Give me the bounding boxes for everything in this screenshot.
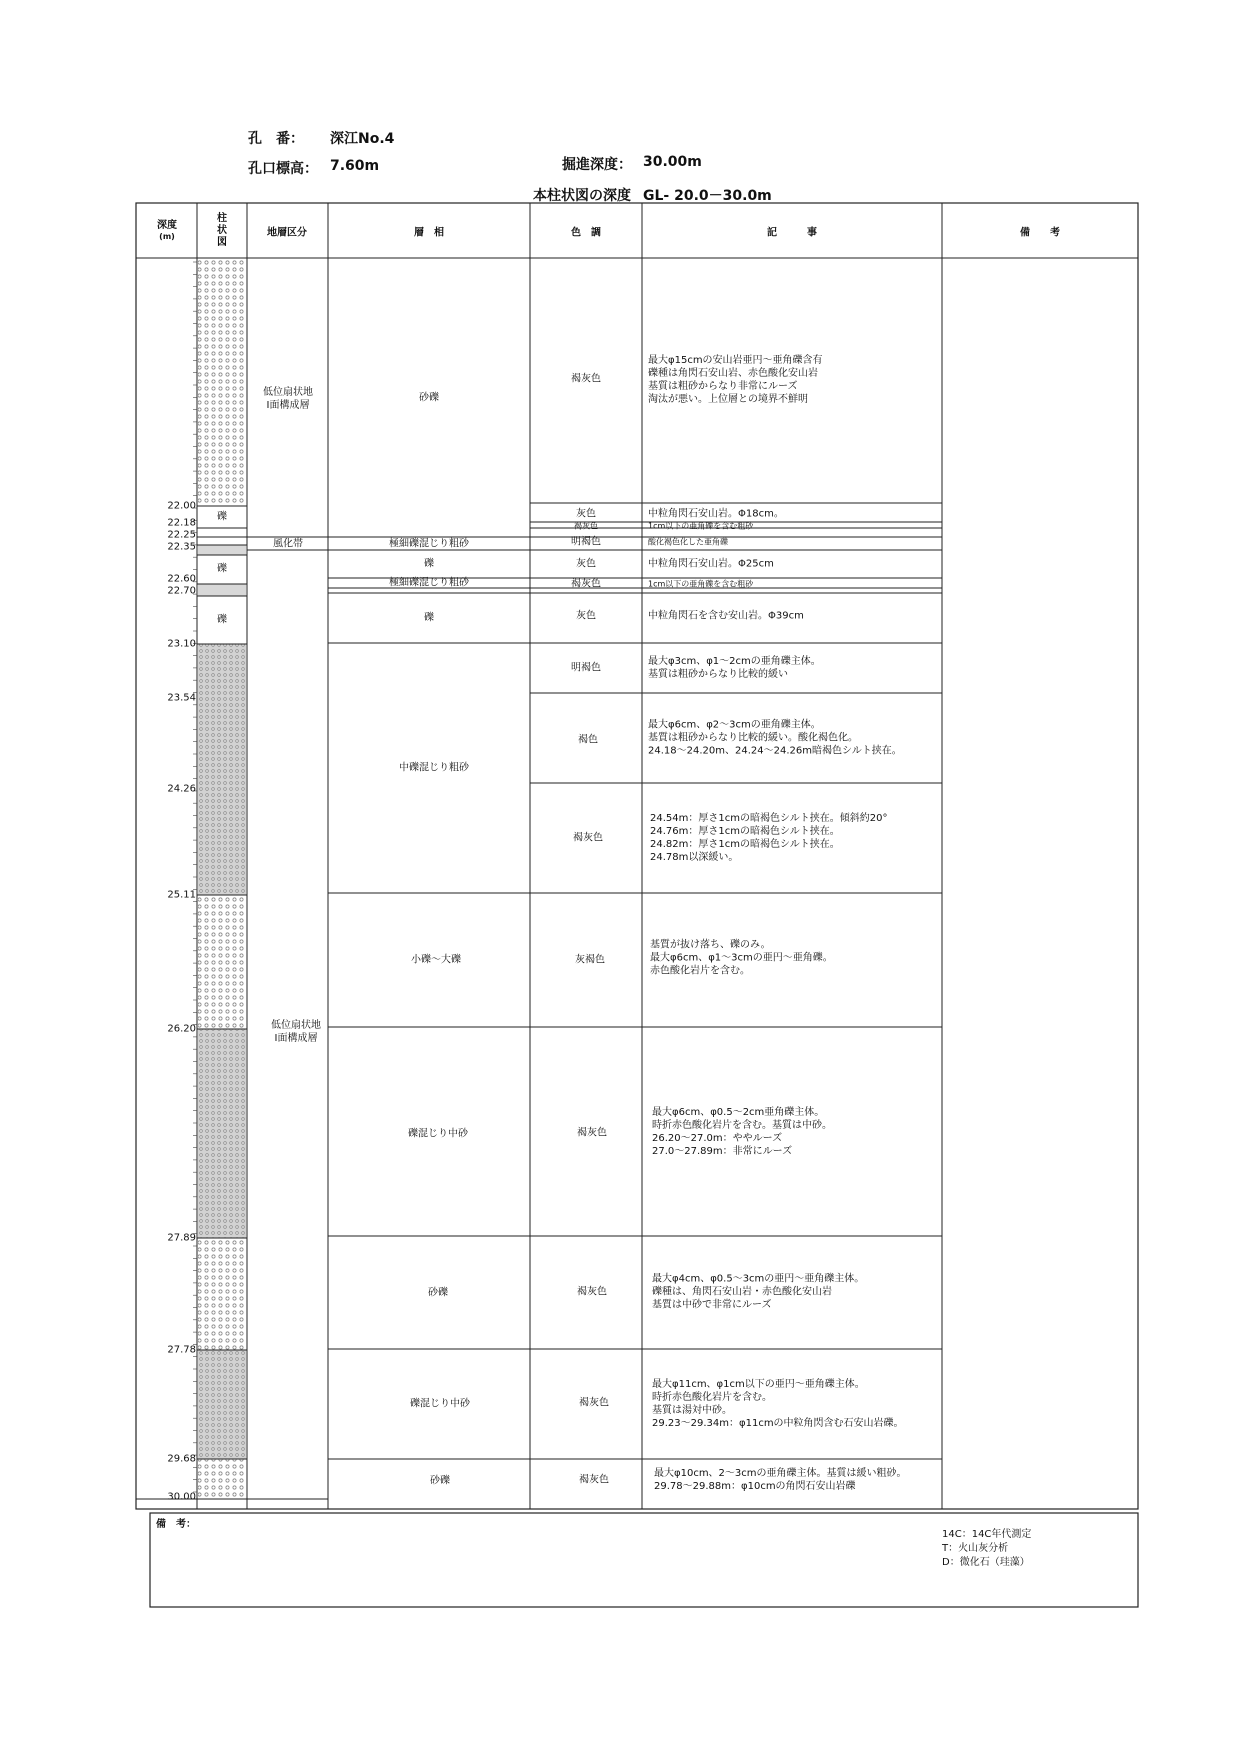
facies-label: 中礫混じり粗砂 (399, 762, 469, 774)
depth-label: 22.70 (167, 585, 196, 597)
drilling-depth-value: 30.00m (643, 154, 702, 170)
column-fill-gravel-3 (198, 1238, 246, 1350)
facies-label: 砂礫 (430, 1475, 450, 1487)
description-text: 最大φ6cm、φ2～3cmの亜角礫主体。 基質は粗砂からなり比較的緩い。酸化褐色化。 24.18～24.20m、24.24～24.26m暗褐色シルト挟在。 (648, 719, 902, 757)
description-text: 酸化褐色化した亜角礫 (648, 537, 728, 547)
facies-label: 砂礫 (428, 1287, 448, 1299)
facies-boundaries (328, 537, 530, 1459)
depth-label: 26.20 (167, 1023, 196, 1035)
column-fill-weathered (198, 545, 246, 555)
facies-label: 極細礫混じり粗砂 (389, 538, 469, 550)
header-remarks: 備 考 (1020, 227, 1060, 239)
header-column-chart: 柱状図 (217, 213, 227, 248)
depth-label: 23.54 (167, 692, 196, 704)
depth-label: 29.68 (167, 1453, 196, 1465)
description-text: 最大φ10cm、2～3cmの亜角礫主体。基質は緩い粗砂。 29.78～29.88m：φ10cmの角閃石安山岩礫 (654, 1468, 907, 1492)
column-fill-gravel-2 (198, 895, 246, 1029)
depth-label: 30.00 (167, 1491, 196, 1503)
column-fill-gravel-4 (198, 1459, 246, 1499)
description-text: 中粒角閃石安山岩。Φ18cm。 (648, 508, 784, 520)
color-label: 褐灰色 (573, 832, 603, 844)
description-boundaries (530, 503, 942, 1459)
facies-label: 砂礫 (419, 392, 439, 404)
legend-item: T：火山灰分析 (942, 1543, 1009, 1554)
description-text: 最大φ11cm、φ1cm以下の亜円～亜角礫主体。 時折赤色酸化岩片を含む。 基質は湯対中砂。 29.23～29.34m：φ11cmの中粒角閃含む石安山岩礫。 (652, 1379, 904, 1429)
color-label: 褐灰色 (579, 1397, 609, 1409)
facies-label: 礫混じり中砂 (410, 1398, 470, 1410)
facies-label: 小礫～大礫 (411, 954, 461, 966)
description-text: 最大φ6cm、φ0.5～2cm亜角礫主体。 時折赤色酸化岩片を含む。基質は中砂。 26.20～27.0m：ややルーズ 27.0～27.89m：非常にルーズ (652, 1107, 832, 1157)
depth-label: 22.35 (167, 541, 196, 553)
hole-number-label: 孔 番： (248, 131, 304, 147)
hole-number-value: 深江No.4 (330, 131, 395, 147)
depth-label: 23.10 (167, 638, 196, 650)
description-text: 中粒角閃石を含む安山岩。Φ39cm (648, 610, 804, 622)
column-fill-thin-1 (198, 528, 246, 537)
column-symbol: 礫 (217, 511, 227, 523)
header-depth-text: 深度 (157, 220, 177, 231)
stratum-label: 低位扇状地 Ⅰ面構成層 (271, 1020, 321, 1044)
color-label: 褐灰色 (571, 578, 601, 590)
depth-axis-ticks (193, 262, 197, 1492)
header-description: 記 事 (767, 227, 817, 239)
header-depth (157, 220, 177, 242)
color-label: 褐灰色 (574, 521, 598, 531)
depth-label: 24.26 (167, 783, 196, 795)
description-text: 基質が抜け落ち、礫のみ。 最大φ6cm、φ1～3cmの亜円～亜角礫。 赤色酸化岩片を含む。 (650, 939, 833, 977)
header-facies: 層 相 (414, 227, 444, 239)
color-label: 褐色 (578, 734, 598, 746)
elevation-value: 7.60m (330, 158, 380, 174)
depth-label: 25.11 (167, 889, 196, 901)
depth-label: 27.89 (167, 1232, 196, 1244)
color-label: 褐灰色 (579, 1474, 609, 1486)
facies-label: 礫混じり中砂 (408, 1128, 468, 1140)
range-value: GL- 20.0－30.0m (643, 188, 772, 204)
header-color: 色 調 (571, 227, 601, 239)
facies-label: 極細礫混じり粗砂 (389, 577, 469, 589)
description-text: 最大φ15cmの安山岩亜円～亜角礫含有 礫種は角閃石安山岩、赤色酸化安山岩 基質は粗砂からなり非常にルーズ 淘汰が悪い。上位層との境界不鮮明 (648, 355, 823, 405)
depth-label: 22.60 (167, 573, 196, 585)
color-label: 明褐色 (571, 536, 601, 548)
header-depth-unit: (m) (159, 232, 175, 241)
column-symbol: 礫 (217, 563, 227, 575)
stratum-label: 風化帯 (273, 538, 303, 550)
column-fill-gravel-1 (198, 259, 246, 506)
legend-item: D：微化石（珪藻） (942, 1557, 1030, 1568)
description-text: 最大φ4cm、φ0.5～3cmの亜円～亜角礫主体。 礫種は、角閃石安山岩・赤色酸化安山岩 基質は中砂で非常にルーズ (652, 1273, 865, 1311)
header-stratum: 地層区分 (267, 227, 307, 239)
description-text: 1cm以下の亜角礫を含む粗砂 (648, 521, 754, 531)
column-fill-medium-sand-2 (198, 1350, 246, 1459)
depth-label: 22.25 (167, 529, 196, 541)
color-label: 灰色 (576, 508, 596, 520)
footer-remarks-label: 備 考： (156, 1519, 196, 1530)
column-fill-sand-thin (198, 584, 246, 596)
legend-item: 14C：14C年代測定 (942, 1529, 1032, 1540)
stratum-label: 低位扇状地 Ⅰ面構成層 (263, 387, 313, 411)
column-fill-medium-sand-1 (198, 1029, 246, 1238)
color-label: 褐灰色 (577, 1127, 607, 1139)
facies-label: 礫 (424, 612, 434, 624)
facies-label: 礫 (424, 558, 434, 570)
color-label: 褐灰色 (571, 373, 601, 385)
drilling-depth-label: 掘進深度： (562, 157, 632, 173)
color-label: 灰褐色 (575, 954, 605, 966)
elevation-label: 孔口標高： (248, 161, 318, 177)
description-text: 24.54m：厚さ1cmの暗褐色シルト挟在。傾斜約20° 24.76m：厚さ1cmの暗褐色シルト挟在。 24.82m：厚さ1cmの暗褐色シルト挟在。 24.78m以深緩い。 (650, 813, 888, 863)
depth-label: 22.18 (167, 517, 196, 529)
column-fill-coarse-sand (198, 644, 246, 895)
color-label: 褐灰色 (577, 1286, 607, 1298)
description-text: 最大φ3cm、φ1～2cmの亜角礫主体。 基質は粗砂からなり比較的緩い (648, 656, 821, 680)
depth-label: 27.78 (167, 1344, 196, 1356)
color-label: 灰色 (576, 610, 596, 622)
color-label: 灰色 (576, 558, 596, 570)
column-symbol: 礫 (217, 614, 227, 626)
description-text: 中粒角閃石安山岩。Φ25cm (648, 558, 774, 570)
depth-label: 22.00 (167, 500, 196, 512)
color-label: 明褐色 (571, 662, 601, 674)
description-text: 1cm以下の亜角礫を含む粗砂 (648, 579, 754, 589)
range-label: 本柱状図の深度 (533, 188, 631, 204)
